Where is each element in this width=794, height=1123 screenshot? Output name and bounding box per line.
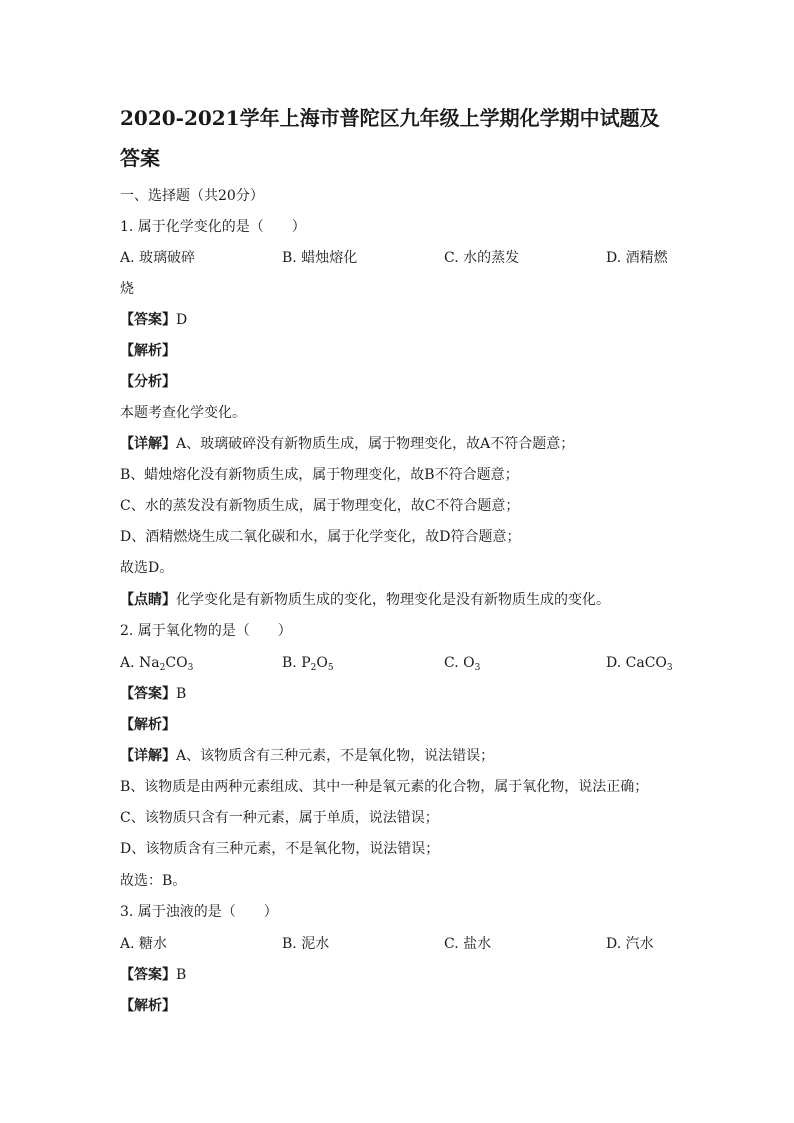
q2-detail-line: B、该物质是由两种元素组成、其中一种是氧元素的化合物，属于氧化物，说法正确；: [120, 779, 649, 795]
option-label: D.: [606, 655, 626, 671]
q1-analysis-tag: 【解析】: [120, 343, 176, 359]
q2-option-d: [606, 653, 673, 673]
q1-detail-line: D、酒精燃烧生成二氧化碳和水，属于化学变化，故D符合题意；: [120, 529, 521, 545]
formula-text: P: [301, 655, 311, 671]
q1-option-d: D. 酒精燃: [606, 250, 668, 266]
answer-tag: 【答案】: [120, 967, 176, 983]
q2-detail-first: [120, 746, 494, 766]
q3-option-d: D. 汽水: [606, 936, 654, 952]
q1-detail-first: [120, 434, 574, 454]
section-heading: 一、选择题（共20分）: [120, 188, 264, 204]
q1-option-b: B. 蜡烛熔化: [282, 250, 358, 266]
q1-fenxi-text: 本题考查化学变化。: [120, 405, 246, 421]
formula-subscript: 2: [310, 663, 317, 673]
q2-option-c: [444, 653, 480, 673]
answer-tag: 【答案】: [120, 312, 176, 328]
q2-option-b: [282, 653, 334, 673]
q2-answer: [120, 684, 186, 704]
q1-fenxi-tag: 【分析】: [120, 374, 176, 390]
formula-subscript: 5: [327, 663, 334, 673]
formula-subscript: 3: [474, 663, 481, 673]
q3-option-a: A. 糖水: [120, 936, 168, 952]
detail-tag: 【详解】: [120, 436, 176, 452]
q2-detail-line: D、该物质含有三种元素，不是氧化物，说法错误；: [120, 841, 440, 857]
q2-option-a: [120, 653, 193, 673]
detail-text: A、该物质含有三种元素，不是氧化物，说法错误；: [176, 748, 495, 764]
option-label: A.: [120, 655, 140, 671]
formula-subscript: 2: [159, 663, 166, 673]
q1-detail-line: B、蜡烛熔化没有新物质生成，属于物理变化，故B不符合题意；: [120, 467, 519, 483]
q2-detail-line: C、该物质只含有一种元素，属于单质，说法错误；: [120, 810, 439, 826]
document-title: [120, 98, 690, 178]
q2-analysis-tag: 【解析】: [120, 717, 176, 733]
option-label: C.: [444, 655, 464, 671]
title-line-1: 2020-2021学年上海市普陀区九年级上学期化学期中试题及: [120, 106, 660, 130]
formula-text: CaCO: [625, 655, 667, 671]
title-line-2: 答案: [120, 146, 160, 170]
answer-value: D: [176, 312, 188, 328]
q3-analysis-tag: 【解析】: [120, 998, 176, 1014]
detail-text: A、玻璃破碎没有新物质生成，属于物理变化，故A不符合题意；: [176, 436, 575, 452]
q1-option-c: C. 水的蒸发: [444, 250, 520, 266]
answer-tag: 【答案】: [120, 686, 176, 702]
answer-value: B: [176, 686, 187, 702]
q1-option-a: A. 玻璃破碎: [120, 250, 196, 266]
q1-option-d-wrap: 烧: [120, 281, 134, 297]
formula-text: Na: [139, 655, 160, 671]
point-tag: 【点睛】: [120, 592, 176, 608]
q3-option-b: B. 泥水: [282, 936, 330, 952]
formula-text: CO: [165, 655, 188, 671]
answer-value: B: [176, 967, 187, 983]
q3-option-c: C. 盐水: [444, 936, 492, 952]
q1-detail-line: C、水的蒸发没有新物质生成，属于物理变化，故C不符合题意；: [120, 498, 520, 514]
q1-point: [120, 590, 610, 610]
q1-stem: 1. 属于化学变化的是（ ）: [120, 219, 306, 235]
q1-conclusion: 故选D。: [120, 560, 174, 576]
detail-tag: 【详解】: [120, 748, 176, 764]
q1-answer: [120, 310, 187, 330]
formula-subscript: 3: [187, 663, 194, 673]
formula-text: O: [463, 655, 475, 671]
q3-stem: 3. 属于浊液的是（ ）: [120, 904, 278, 920]
q3-answer: [120, 965, 186, 985]
formula-text: O: [316, 655, 328, 671]
formula-subscript: 3: [666, 663, 673, 673]
option-label: B.: [282, 655, 302, 671]
point-text: 化学变化是有新物质生成的变化，物理变化是没有新物质生成的变化。: [176, 592, 610, 608]
q2-stem: 2. 属于氧化物的是（ ）: [120, 623, 292, 639]
q2-conclusion: 故选：B。: [120, 873, 187, 889]
